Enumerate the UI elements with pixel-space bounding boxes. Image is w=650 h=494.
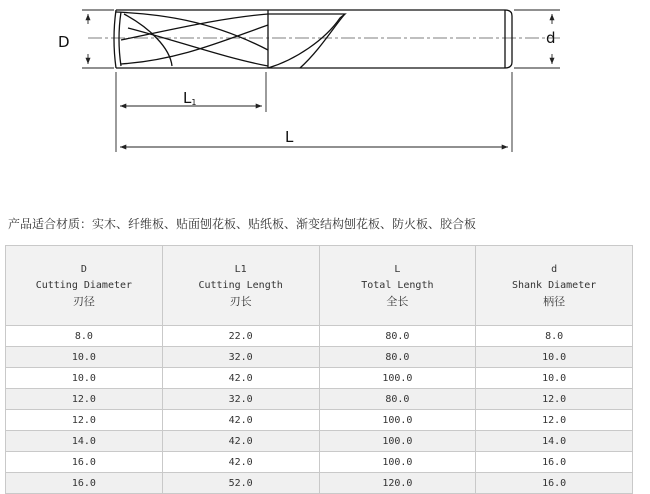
table-row xyxy=(6,452,633,473)
dimension-L xyxy=(116,72,512,152)
table-row xyxy=(6,431,633,452)
cell-cutting-length: 42.0 xyxy=(162,452,319,473)
cell-total-length: 100.0 xyxy=(319,452,476,473)
cell-shank-diameter: 8.0 xyxy=(476,326,633,347)
label-L: L xyxy=(285,128,294,146)
cell-total-length: 100.0 xyxy=(319,431,476,452)
cell-total-length: 80.0 xyxy=(319,347,476,368)
table-header-row xyxy=(6,246,633,326)
cell-shank-diameter: 16.0 xyxy=(476,452,633,473)
table-row xyxy=(6,326,633,347)
cell-cutting-diameter: 10.0 xyxy=(6,368,163,389)
cell-cutting-length: 32.0 xyxy=(162,347,319,368)
cell-cutting-diameter: 12.0 xyxy=(6,410,163,431)
spec-table xyxy=(5,245,633,494)
table-row xyxy=(6,410,633,431)
flutes xyxy=(114,10,345,68)
cell-cutting-diameter: 12.0 xyxy=(6,389,163,410)
cell-cutting-length: 42.0 xyxy=(162,410,319,431)
table-row xyxy=(6,347,633,368)
table-row xyxy=(6,368,633,389)
table-row xyxy=(6,389,633,410)
cell-total-length: 80.0 xyxy=(319,389,476,410)
cell-cutting-length: 42.0 xyxy=(162,431,319,452)
cell-shank-diameter: 12.0 xyxy=(476,389,633,410)
cell-shank-diameter: 14.0 xyxy=(476,431,633,452)
label-D: D xyxy=(58,33,70,51)
header-total-length: L Total Length 全长 xyxy=(319,246,476,326)
cell-cutting-diameter: 10.0 xyxy=(6,347,163,368)
label-d: d xyxy=(546,29,556,47)
header-shank-diameter: d Shank Diameter 柄径 xyxy=(476,246,633,326)
cell-cutting-diameter: 16.0 xyxy=(6,473,163,494)
cell-total-length: 80.0 xyxy=(319,326,476,347)
cell-shank-diameter: 10.0 xyxy=(476,347,633,368)
cell-total-length: 100.0 xyxy=(319,368,476,389)
cell-cutting-length: 42.0 xyxy=(162,368,319,389)
header-cutting-length: L1 Cutting Length 刃长 xyxy=(162,246,319,326)
table-row xyxy=(6,473,633,494)
dimension-D xyxy=(82,10,114,68)
cell-shank-diameter: 16.0 xyxy=(476,473,633,494)
cell-cutting-diameter: 14.0 xyxy=(6,431,163,452)
end-mill-drawing xyxy=(0,0,650,180)
header-cutting-diameter: D Cutting Diameter 刃径 xyxy=(6,246,163,326)
label-L1-subscript: 1 xyxy=(191,98,197,107)
suitable-materials-text: 产品适合材质：实木、纤维板、贴面刨花板、贴纸板、渐变结构刨花板、防火板、胶合板 xyxy=(8,217,477,231)
cell-cutting-diameter: 8.0 xyxy=(6,326,163,347)
cell-total-length: 100.0 xyxy=(319,410,476,431)
cell-cutting-diameter: 16.0 xyxy=(6,452,163,473)
cell-cutting-length: 52.0 xyxy=(162,473,319,494)
cell-shank-diameter: 12.0 xyxy=(476,410,633,431)
cell-cutting-length: 32.0 xyxy=(162,389,319,410)
shank xyxy=(268,10,512,68)
label-L1: L1 xyxy=(183,89,197,107)
cell-shank-diameter: 10.0 xyxy=(476,368,633,389)
cell-total-length: 120.0 xyxy=(319,473,476,494)
cell-cutting-length: 22.0 xyxy=(162,326,319,347)
